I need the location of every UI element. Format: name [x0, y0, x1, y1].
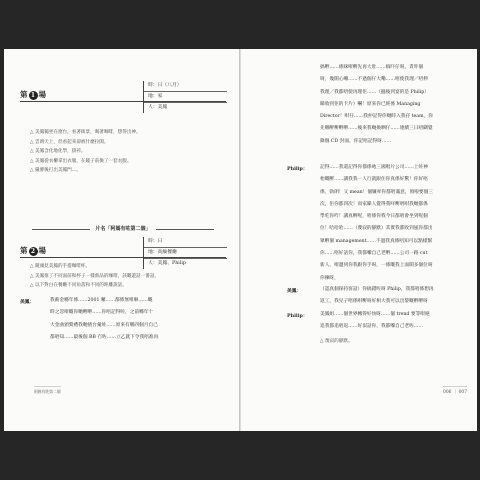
dialogue-line: 呀，幾開心囉……不過個仔大嘞……唔使我理／唔伸 — [320, 77, 428, 83]
right-page — [241, 49, 477, 431]
running-footer: 阿媽有咗第二個 — [34, 386, 61, 395]
dialogue-line: 追我都追唔返……好似話你，我都嚟自己老咗…… — [320, 324, 424, 330]
dialogue-line: 都唔知……最後個 BB 冇咗……立乙就下令我唔准再 — [50, 334, 159, 340]
film-title-break — [20, 225, 226, 232]
stage-note: △ 美鳳從衣櫃拿出衣服，在鏡子前換了一套衣服。 — [30, 158, 132, 164]
scene-label-prefix: 第 — [20, 90, 28, 99]
scene-2-place: 地：高級餐廳 — [144, 248, 227, 259]
stage-note: △ 雲朗天上，但看起來卻被什麼拉開。 — [30, 139, 109, 145]
dialogue-block — [50, 295, 224, 344]
stage-note: △ 美鳳含化地化學，掛衫。 — [30, 149, 86, 154]
dialogue-line: 係，勁朗！又 mean！個嫌咩你都唔滿意，預啦要個三 — [320, 189, 433, 195]
page-numbers: 006 ｜ 007 — [443, 386, 467, 395]
scene-number-badge: 1 — [29, 91, 38, 100]
dialogue-block-1 — [320, 62, 464, 148]
closing-stage-note — [320, 337, 460, 347]
film-title: 片名「阿媽有咗第二個」 — [95, 226, 151, 232]
scene-2-heading — [20, 245, 46, 256]
stage-note: △ 鏡頭見美鳳的手提咖啡杯。 — [30, 264, 91, 269]
speaker-name: Philip： — [287, 313, 308, 319]
stage-note: △ 美鳳推了不同面前和杯子一樣新品的咖啡，該嘅遊話一番話。 — [30, 273, 160, 279]
dialogue-line: 美鳳姐……個世界轉得好快呀……個 trend 要等咁絕 — [320, 312, 430, 317]
scene-label-suffix: 場 — [38, 90, 46, 99]
dialogue-block-3 — [320, 284, 464, 309]
dialogue-line: 你……唔好話你，我都嚟自己老嘢……公司一路 cut — [320, 251, 428, 257]
dialogue-line: 你揀呀， — [320, 275, 339, 281]
speaker-name: 美鳳： — [20, 299, 35, 305]
dialogue-line: 我理／我都唔使再理佢……（搵後到宴的是 Philip） — [320, 89, 429, 95]
scene-2-notes — [30, 262, 220, 291]
speaker-name: Philip： — [287, 166, 308, 172]
dialogue-line: 大金曲頒獎禮我哋揸台彙咗……原來有喺四個月自己 — [50, 322, 158, 328]
dialogue-block-4 — [320, 309, 464, 334]
scene-2-time: 時：日 — [144, 237, 227, 248]
dialogue-line: 新人，咁邊到你我跟你手呀，一係嘅我上面開多個位呀 — [320, 263, 433, 269]
dialogue-line: 次，佢你都四次！而家睇人覺得我咩嘢唔咁我哋都係 — [320, 201, 428, 207]
dialogue-line: Director！咁仔……我仲記得你哋時入我孖 team，你 — [320, 114, 433, 120]
left-page — [4, 49, 239, 431]
scene-label-prefix: 第 — [20, 246, 28, 255]
dialogue-line: 記得……我還記得你都係吔三國唱片公司……上咗神 — [320, 165, 428, 170]
dialogue-line: （認真個探持客話）你搞錯咗呀 Philip，我都唔係想再 — [320, 287, 434, 292]
scene-1-cast: 人：美鳳 — [148, 105, 168, 110]
dialogue-line: 睇收到佢的卡片）嚇！原來你已經係 Managing — [320, 101, 421, 107]
dialogue-line: 返工，我兒子唔係咁嘢呀好相大我可以出黎嘅嘢嘢呀 — [320, 299, 428, 305]
dialogue-line: 枱嘅嘢……講我我一人行就跟住你真係好驚！你好唔 — [320, 177, 428, 183]
speaker-name: 美鳳： — [287, 288, 302, 294]
dialogue-line: 時之忽咁嘅你哋嘢嘢……你唔記得咗，之前喺年十 — [50, 310, 154, 316]
dialogue-line: 學吃你咋！講真嘢呢，唔係你我今日都唔會坐到呢個 — [320, 214, 428, 220]
scene-1-time: 時：日（八月） — [144, 81, 227, 92]
stage-note: △ 美鳳獨坐在窗台，看著街景，喝著咖啡，想得出神。 — [30, 130, 141, 135]
dialogue-line: 眾嘢個 management……不過我真係唔知可以點樣幫 — [320, 238, 433, 244]
stage-note: △ 嚴審後打出美鳳門…。 — [30, 168, 81, 173]
scene-1-place: 地：家 — [144, 92, 227, 103]
stage-note: △ 蔑寂的靜默。 — [320, 339, 353, 344]
dialogue-line: 我薪金喺年係……2001 囉……都係無咁咻……嘅 — [50, 298, 153, 303]
dialogue-line: 搞嘢……係咪咁嘢先再大肚……搞吓仔呀，責吓個 — [320, 65, 424, 70]
stage-note: △ 以下對白在餐廳不同角落和不同的距離說話。 — [30, 283, 127, 288]
dialogue-line: 先喺嘢嘢嘢嘢……後來我哋換晒仔……連續三日唔瞓覺 — [320, 126, 433, 132]
dialogue-block-2 — [320, 162, 464, 285]
scene-2-cast: 人：美鳳、Philip — [148, 261, 186, 266]
scene-1-info-table — [143, 81, 227, 113]
dialogue-line: 位！哈哈哈……（蔑寂的靜默）其實我都收到風你都出 — [320, 226, 433, 232]
scene-number-badge: 2 — [29, 247, 38, 256]
dialogue-line: 錄個 CD 封面，你記唔記得呀…… — [320, 138, 392, 144]
scene-label-suffix: 場 — [38, 246, 46, 255]
scene-1-notes — [30, 128, 220, 176]
scene-1-heading — [20, 89, 46, 100]
